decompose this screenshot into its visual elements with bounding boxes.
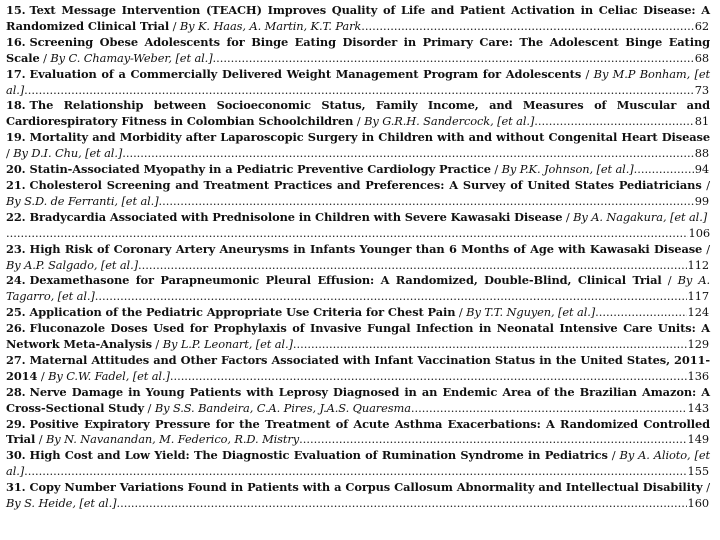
entry-authors: By S.D. de Ferranti, [et al.] [6,193,159,208]
dot-leader [24,464,709,480]
dot-leader [159,194,709,210]
dot-leader [116,496,709,512]
page-number: 81 [694,114,709,129]
page-number: 117 [687,289,709,304]
page-number: 88 [694,146,709,161]
toc-entry[interactable] [6,35,710,67]
leader-dots [170,369,687,385]
entry-number: 31. [6,480,26,495]
page-number: 136 [687,368,709,383]
entry-authors: By M.P Bonham, [et al.] [6,66,710,97]
dot-leader [634,162,709,178]
dot-leader [595,305,709,321]
leader-dots [411,401,687,417]
leader-dots [116,496,686,512]
entry-title: Screening Obese Adolescents for Binge Eating Disorder in Primary Care: The Adolescent Binge Eating Scale [6,34,710,65]
entry-authors: By L.P. Leonart, [et al.] [162,337,293,352]
dot-leader [24,83,709,99]
page-number: 149 [687,432,709,447]
dot-leader [122,146,709,162]
toc-entry[interactable] [6,67,710,99]
toc-entry[interactable] [6,480,710,512]
toc-entry[interactable] [6,178,710,210]
entry-title: Nerve Damage in Young Patients with Leprosy Diagnosed in an Endemic Area of the Brazilian Amazon: A Cross-Sectional Study [6,384,710,415]
entry-authors: By A. Nagakura, [et al.] [573,209,708,224]
entry-separator: / [661,273,678,288]
toc-entry[interactable] [6,210,710,242]
entry-separator: / [607,448,620,463]
toc-entry[interactable] [6,130,710,162]
dot-leader [299,432,709,448]
toc-entry[interactable] [6,353,710,385]
entry-tail [6,194,709,208]
entry-number: 28. [6,384,26,399]
entry-tail [48,369,709,383]
entry-separator: / [353,114,365,129]
entry-number: 19. [6,130,26,145]
leader-dots [6,226,688,242]
leader-dots [534,114,693,130]
toc-entry[interactable] [6,3,710,35]
toc-entry[interactable] [6,98,710,130]
entry-title: Text Message Intervention (TEACH) Improves Quality of Life and Patient Activation in Celiac Disease: A Randomized Clinical Trial [6,3,710,33]
entry-number: 23. [6,241,26,256]
entry-number: 27. [6,352,26,367]
entry-separator: / [144,400,155,415]
entry-title: Cholesterol Screening and Treatment Practices and Preferences: A Survey of United States Pediatricians [29,177,702,192]
entry-authors: By S.S. Bandeira, C.A. Pires, J.A.S. Quaresma [154,400,411,415]
toc-entry[interactable] [6,242,710,274]
entry-authors: By A. Alioto, [et al.] [6,448,710,479]
entry-authors: By P.K. Johnson, [et al.] [501,162,634,177]
leader-dots [24,464,686,480]
entry-number: 24. [6,273,26,288]
entry-number: 15. [6,3,26,17]
entry-tail [50,51,709,65]
dot-leader [534,114,709,130]
entry-tail [6,258,709,272]
page-number: 68 [694,50,709,65]
entry-authors: By S. Heide, [et al.] [6,496,117,511]
entry-number: 17. [6,66,26,81]
leader-dots [634,162,694,178]
entry-separator: / [581,66,594,81]
entry-separator: / [151,337,163,352]
page-number: 94 [694,162,709,177]
leader-dots [138,258,687,274]
toc-entry[interactable] [6,385,710,417]
entry-number: 18. [6,98,26,113]
entry-title: Copy Number Variations Found in Patients with a Corpus Callosum Abnormality and Intellectual Disability [29,480,703,495]
dot-leader [213,51,709,67]
entry-title: Bradycardia Associated with Prednisolone in Children with Severe Kawasaki Disease [29,209,563,224]
entry-number: 16. [6,34,26,49]
leader-dots [159,194,694,210]
entry-title: Evaluation of a Commercially Delivered Weight Management Program for Adolescents [29,66,582,81]
entry-separator: / [702,241,710,256]
toc-entry[interactable] [6,417,710,449]
entry-separator: / [490,162,502,177]
entry-separator: / [169,18,180,33]
entry-separator: / [562,209,574,224]
entry-separator: / [701,177,711,192]
leader-dots [293,337,687,353]
entry-title: High Cost and Low Yield: The Diagnostic Evaluation of Rumination Syndrome in Pediatrics [29,448,608,463]
toc-entry[interactable] [6,305,710,321]
page-number: 160 [687,496,709,511]
leader-dots [299,432,686,448]
leader-dots [361,19,693,35]
dot-leader [95,289,709,305]
entry-title: Application of the Pediatric Appropriate Use Criteria for Chest Pain [29,305,456,320]
entry-tail [502,162,709,176]
entry-number: 30. [6,448,26,463]
entry-authors: By D.I. Chu, [et al.] [13,146,123,161]
entry-authors: By K. Haas, A. Martin, K.T. Park [179,18,362,33]
leader-dots [595,305,686,321]
entry-authors: By C.W. Fadel, [et al.] [48,368,170,383]
entry-authors: By G.R.H. Sandercock, [et al.] [364,114,535,129]
page-number: 99 [694,193,709,208]
page-number: 124 [687,305,709,320]
entry-separator: / [39,50,51,65]
entry-number: 22. [6,209,26,224]
toc-entry[interactable] [6,448,710,480]
dot-leader [411,401,709,417]
entry-number: 20. [6,162,26,177]
page-number: 155 [687,464,709,479]
entry-separator: / [35,432,46,447]
leader-dots [95,289,687,305]
table-of-contents [6,3,710,512]
entry-number: 29. [6,416,26,431]
dot-leader [138,258,709,274]
entry-title: Maternal Attitudes and Other Factors Associated with Infant Vaccination Status in the United States, 2011-2014 [6,352,710,383]
entry-tail [364,114,709,128]
dot-leader [170,369,709,385]
entry-tail [46,432,709,446]
entry-authors: By A.P. Salgado, [et al.] [6,257,138,272]
entry-tail [13,146,709,160]
dot-leader [361,19,709,35]
dot-leader [293,337,709,353]
entry-separator: / [6,146,14,161]
page-number: 106 [688,225,710,240]
entry-title: Positive Expiratory Pressure for the Treatment of Acute Asthma Exacerbations: A Randomized Controlled Trial [6,416,710,447]
entry-separator: / [455,305,467,320]
leader-dots [122,146,694,162]
entry-authors: By T.T. Nguyen, [et al.] [466,305,596,320]
entry-tail [155,401,709,415]
page-number: 73 [694,82,709,97]
entry-tail [180,19,709,33]
entry-tail [466,305,709,319]
entry-title: Fluconazole Doses Used for Prophylaxis of Invasive Fungal Infection in Neonatal Intensive Care Units: A Network Meta-Analysis [6,321,710,352]
entry-number: 25. [6,305,26,320]
page-number: 129 [687,337,709,352]
toc-entry[interactable] [6,162,710,178]
entry-separator: / [702,480,710,495]
leader-dots [24,83,694,99]
toc-entry[interactable] [6,321,710,353]
entry-number: 21. [6,177,26,192]
entry-authors: By A. Tagarro, [et al.] [6,273,710,304]
entry-authors: By C. Chamay-Weber, [et al.] [50,50,213,65]
page-number: 112 [687,257,709,272]
entry-title: The Relationship between Socioeconomic Status, Family Income, and Measures of Muscular and Cardiorespiratory Fitness in Colombian Schoolchildren [6,98,710,129]
entry-title: High Risk of Coronary Artery Aneurysms in Infants Younger than 6 Months of Age with Kawasaki Disease [29,241,703,256]
dot-leader [6,226,710,242]
entry-title: Statin-Associated Myopathy in a Pediatric Preventive Cardiology Practice [29,162,491,177]
toc-entry[interactable] [6,273,710,305]
entry-separator: / [37,368,49,383]
page-number: 143 [687,400,709,415]
entry-title: Dexamethasone for Parapneumonic Pleural Effusion: A Randomized, Double-Blind, Clinical Trial [29,273,662,288]
entry-number: 26. [6,321,26,336]
entry-title: Mortality and Morbidity after Laparoscopic Surgery in Children with and without Congenital Heart Disease [29,130,710,145]
entry-tail [163,337,709,351]
entry-authors: By N. Navanandan, M. Federico, R.D. Mistry [45,432,300,447]
entry-tail [6,496,709,510]
leader-dots [213,51,694,67]
page-number: 62 [694,18,709,33]
